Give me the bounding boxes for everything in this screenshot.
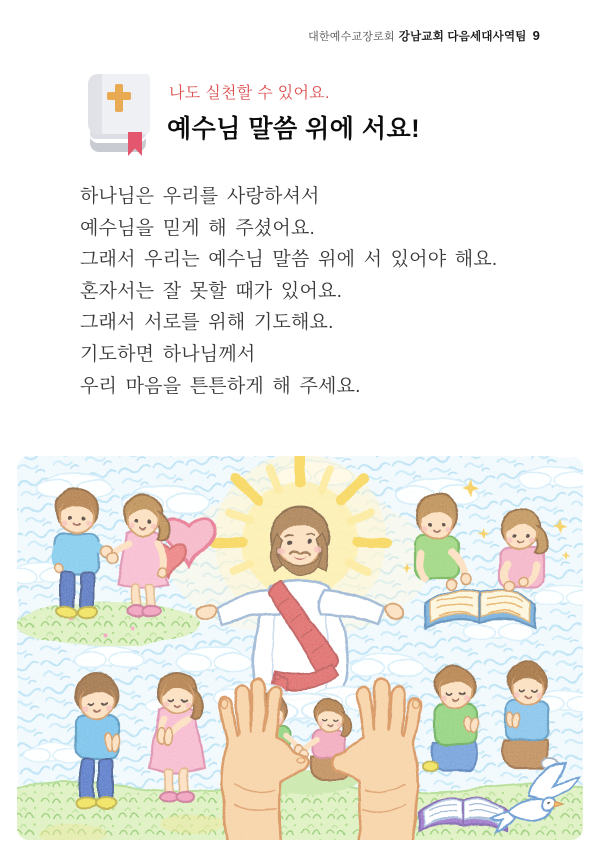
body-line: 그래서 우리는 예수님 말씀 위에 서 있어야 해요. xyxy=(80,249,498,271)
body-line: 예수님을 믿게 해 주셨어요. xyxy=(80,217,316,239)
lesson-title-block xyxy=(88,74,420,158)
page-number: 9 xyxy=(532,28,540,43)
lesson-kicker: 나도 실천할 수 있어요. xyxy=(169,85,330,102)
bookmark-ribbon xyxy=(128,132,142,156)
bible-book-icon xyxy=(88,74,150,158)
lesson-body xyxy=(80,181,497,402)
paper-grain xyxy=(17,456,583,840)
team-name: 강남교회 다음세대사역팀 xyxy=(398,31,527,43)
body-line: 우리 마음을 튼튼하게 해 주세요. xyxy=(80,375,361,397)
org-name: 대한예수교장로회 xyxy=(308,31,395,43)
body-line: 하나님은 우리를 사랑하셔서 xyxy=(80,186,320,207)
illustration-jesus-and-children xyxy=(13,452,587,844)
body-line: 기도하면 하나님께서 xyxy=(80,343,256,365)
body-line: 그래서 서로를 위해 기도해요. xyxy=(80,312,334,334)
lesson-title: 예수님 말씀 위에 서요! xyxy=(167,115,421,143)
body-line: 혼자서는 잘 못할 때가 있어요. xyxy=(80,280,343,302)
page-header xyxy=(308,28,540,44)
